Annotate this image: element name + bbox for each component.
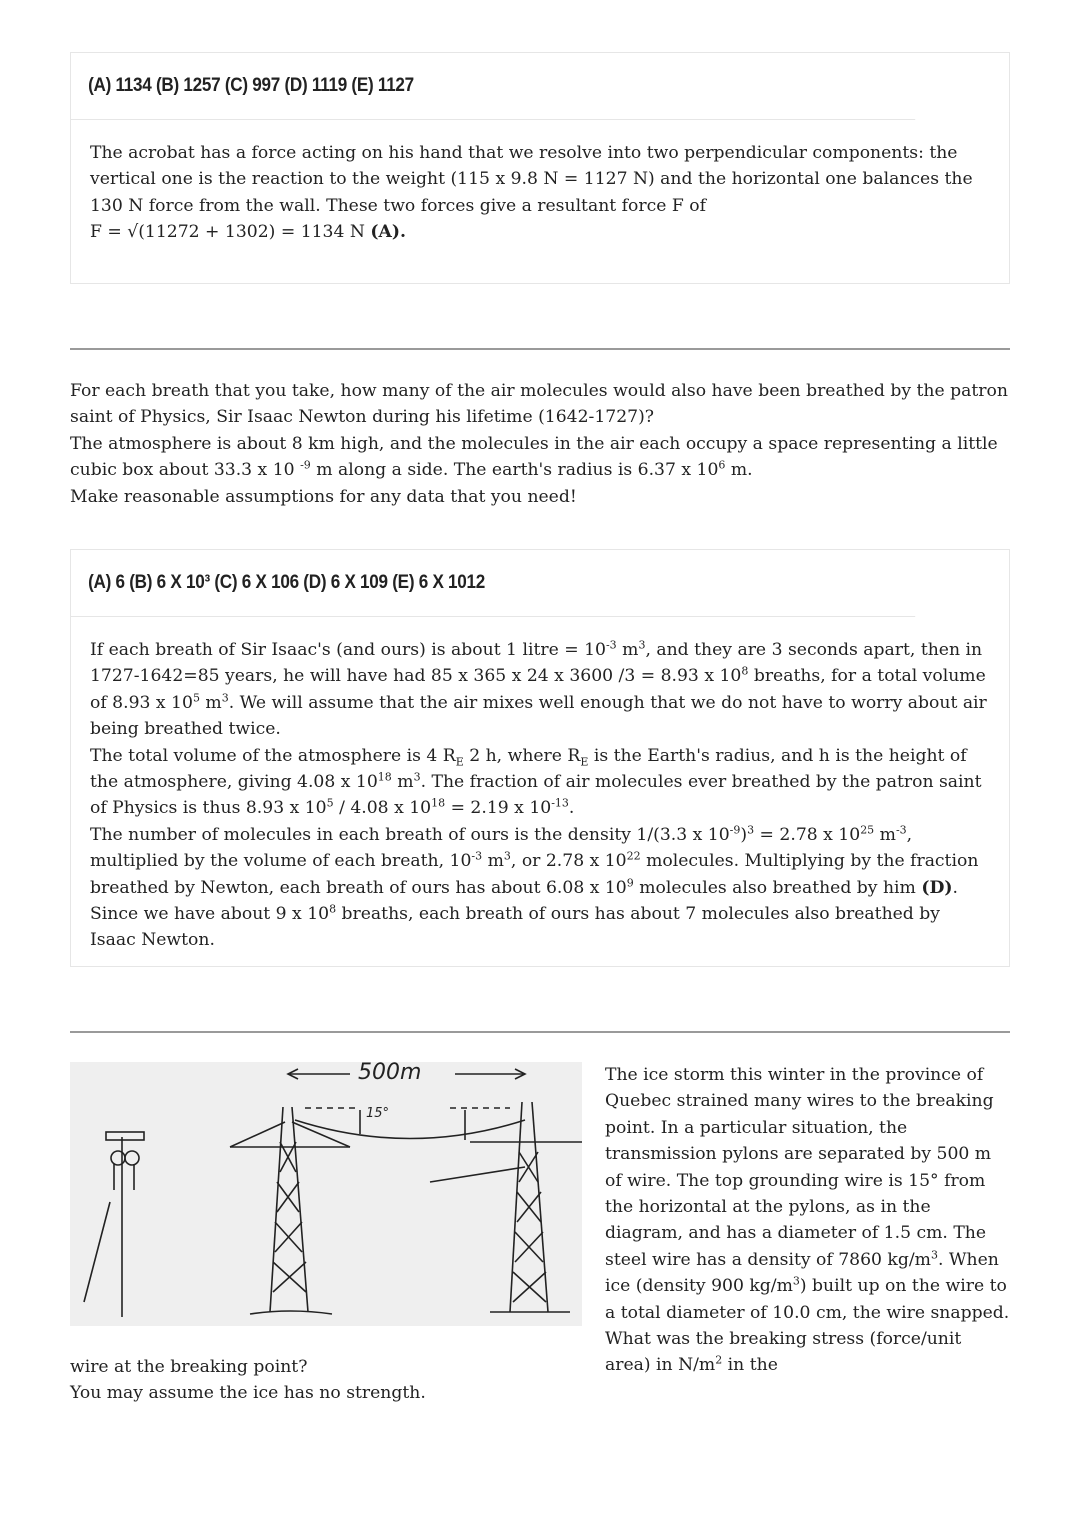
options-header-q1[interactable] (71, 53, 915, 120)
divider-1 (70, 348, 1010, 350)
question-q3-tail-line2: You may assume the ice has no strength. (70, 1383, 426, 1404)
question-q2-p2: The atmosphere is about 8 km high, and the molecules in the air each occupy a space representing a little cubic box about 33.3 x 10 $^{-9}$ m along a side. The earth's radius is 6.37 x $10^6$ m. (70, 433, 998, 481)
solution-q1-formula: F = √(11272 + 1302) = 1134 N (A). (90, 222, 406, 243)
grounding-wire (295, 1120, 525, 1139)
span-label: 500m (358, 1060, 422, 1085)
pylon-figure (70, 1062, 582, 1326)
options-text-q2: (A) 6 (B) 6 X 10³ (C) 6 X 106 (D) 6 X 109 (E) 6 X 1012 (88, 572, 486, 593)
options-header-q2[interactable] (71, 550, 915, 617)
answer-box-q2 (70, 549, 1010, 967)
answer-box-q1 (70, 52, 1010, 284)
question-q2 (70, 378, 1010, 510)
divider-2 (70, 1031, 1010, 1033)
pylon-diagram (70, 1062, 582, 1326)
question-q3-tail-line1: wire at the breaking point? (70, 1357, 308, 1377)
question-q3-text: The ice storm this winter in the province of Quebec strained many wires to the breaking point. In a particular situation, the transmission pylons are separated by 500 m of wire. The top grounding wire is 15° from the horizontal at the pylons, as in the diagram, and has a diameter of 1.5 cm. The steel wire has a density of 7860 $kg/m^3$. When ice (density 900 $kg/m^3$) built up on the wire to a total diameter of 10.0 cm, the wire snapped. What was the breaking stress (force/unit area) in $N/m^2$ in the (605, 1065, 1010, 1376)
solution-q2 (71, 617, 1009, 974)
solution-q1-text: The acrobat has a force acting on his hand that we resolve into two perpendicular components: the vertical one is the reaction to the weight (115 x 9.8 N = 1127 N) and the horizontal one balances the 130 N force from the wall. These two forces give a resultant force F of (90, 143, 973, 216)
utility-pole (84, 1132, 144, 1317)
right-pylon (430, 1102, 582, 1312)
question-q3-tail (70, 1354, 1010, 1407)
angle-label: 15° (366, 1106, 390, 1121)
options-text-q1: (A) 1134 (B) 1257 (C) 997 (D) 1119 (E) 1127 (88, 75, 414, 96)
solution-q2-para3: The number of molecules in each breath of ours is the density 1/(3.3 x $10^{-9})^3 = 2.78$ x $10^{25}$ $m^{-3}$, multiplied by the volume of each breath, $10^{-3}$ $m^3$, or 2.78 x $10^{22}$ molecules. Multiplying by the fraction breathed by Newton, each breath of ours has about 6.08 x $10^9$ molecules also breathed by him (D). Since we have about 9 x $10^8$ breaths, each breath of ours has about 7 molecules also breathed by Isaac Newton. (90, 823, 979, 951)
question-q2-p3: Make reasonable assumptions for any data that you need! (70, 486, 577, 507)
solution-q2-para2: The total volume of the atmosphere is 4 $R_E$ 2 h, where $R_E$ is the Earth's radius, and h is the height of the atmosphere, giving 4.08 x $10^{18}$ $m^3$. The fraction of air molecules ever breathed by the patron saint of Physics is thus 8.93 x $10^5 / 4.08$ x $10^{18} = 2.19$ x $10^{-13}$. (90, 745, 982, 819)
solution-q2-para1: If each breath of Sir Isaac's (and ours) is about 1 litre = $10^{-3}$ $m^3$, and they are 3 seconds apart, then in 1727-1642=85 years, he will have had 85 x 365 x 24 x 3600 /3 = 8.93 x $10^8$ breaths, for a total volume of 8.93 x $10^5$ $m^3$. We will assume that the air mixes well enough that we do not have to worry about air being breathed twice. (90, 638, 987, 740)
solution-q1 (71, 120, 1009, 266)
left-pylon (230, 1107, 350, 1314)
question-q2-p1: For each breath that you take, how many of the air molecules would also have been breathed by the patron saint of Physics, Sir Isaac Newton during his lifetime (1642-1727)? (70, 381, 1008, 428)
